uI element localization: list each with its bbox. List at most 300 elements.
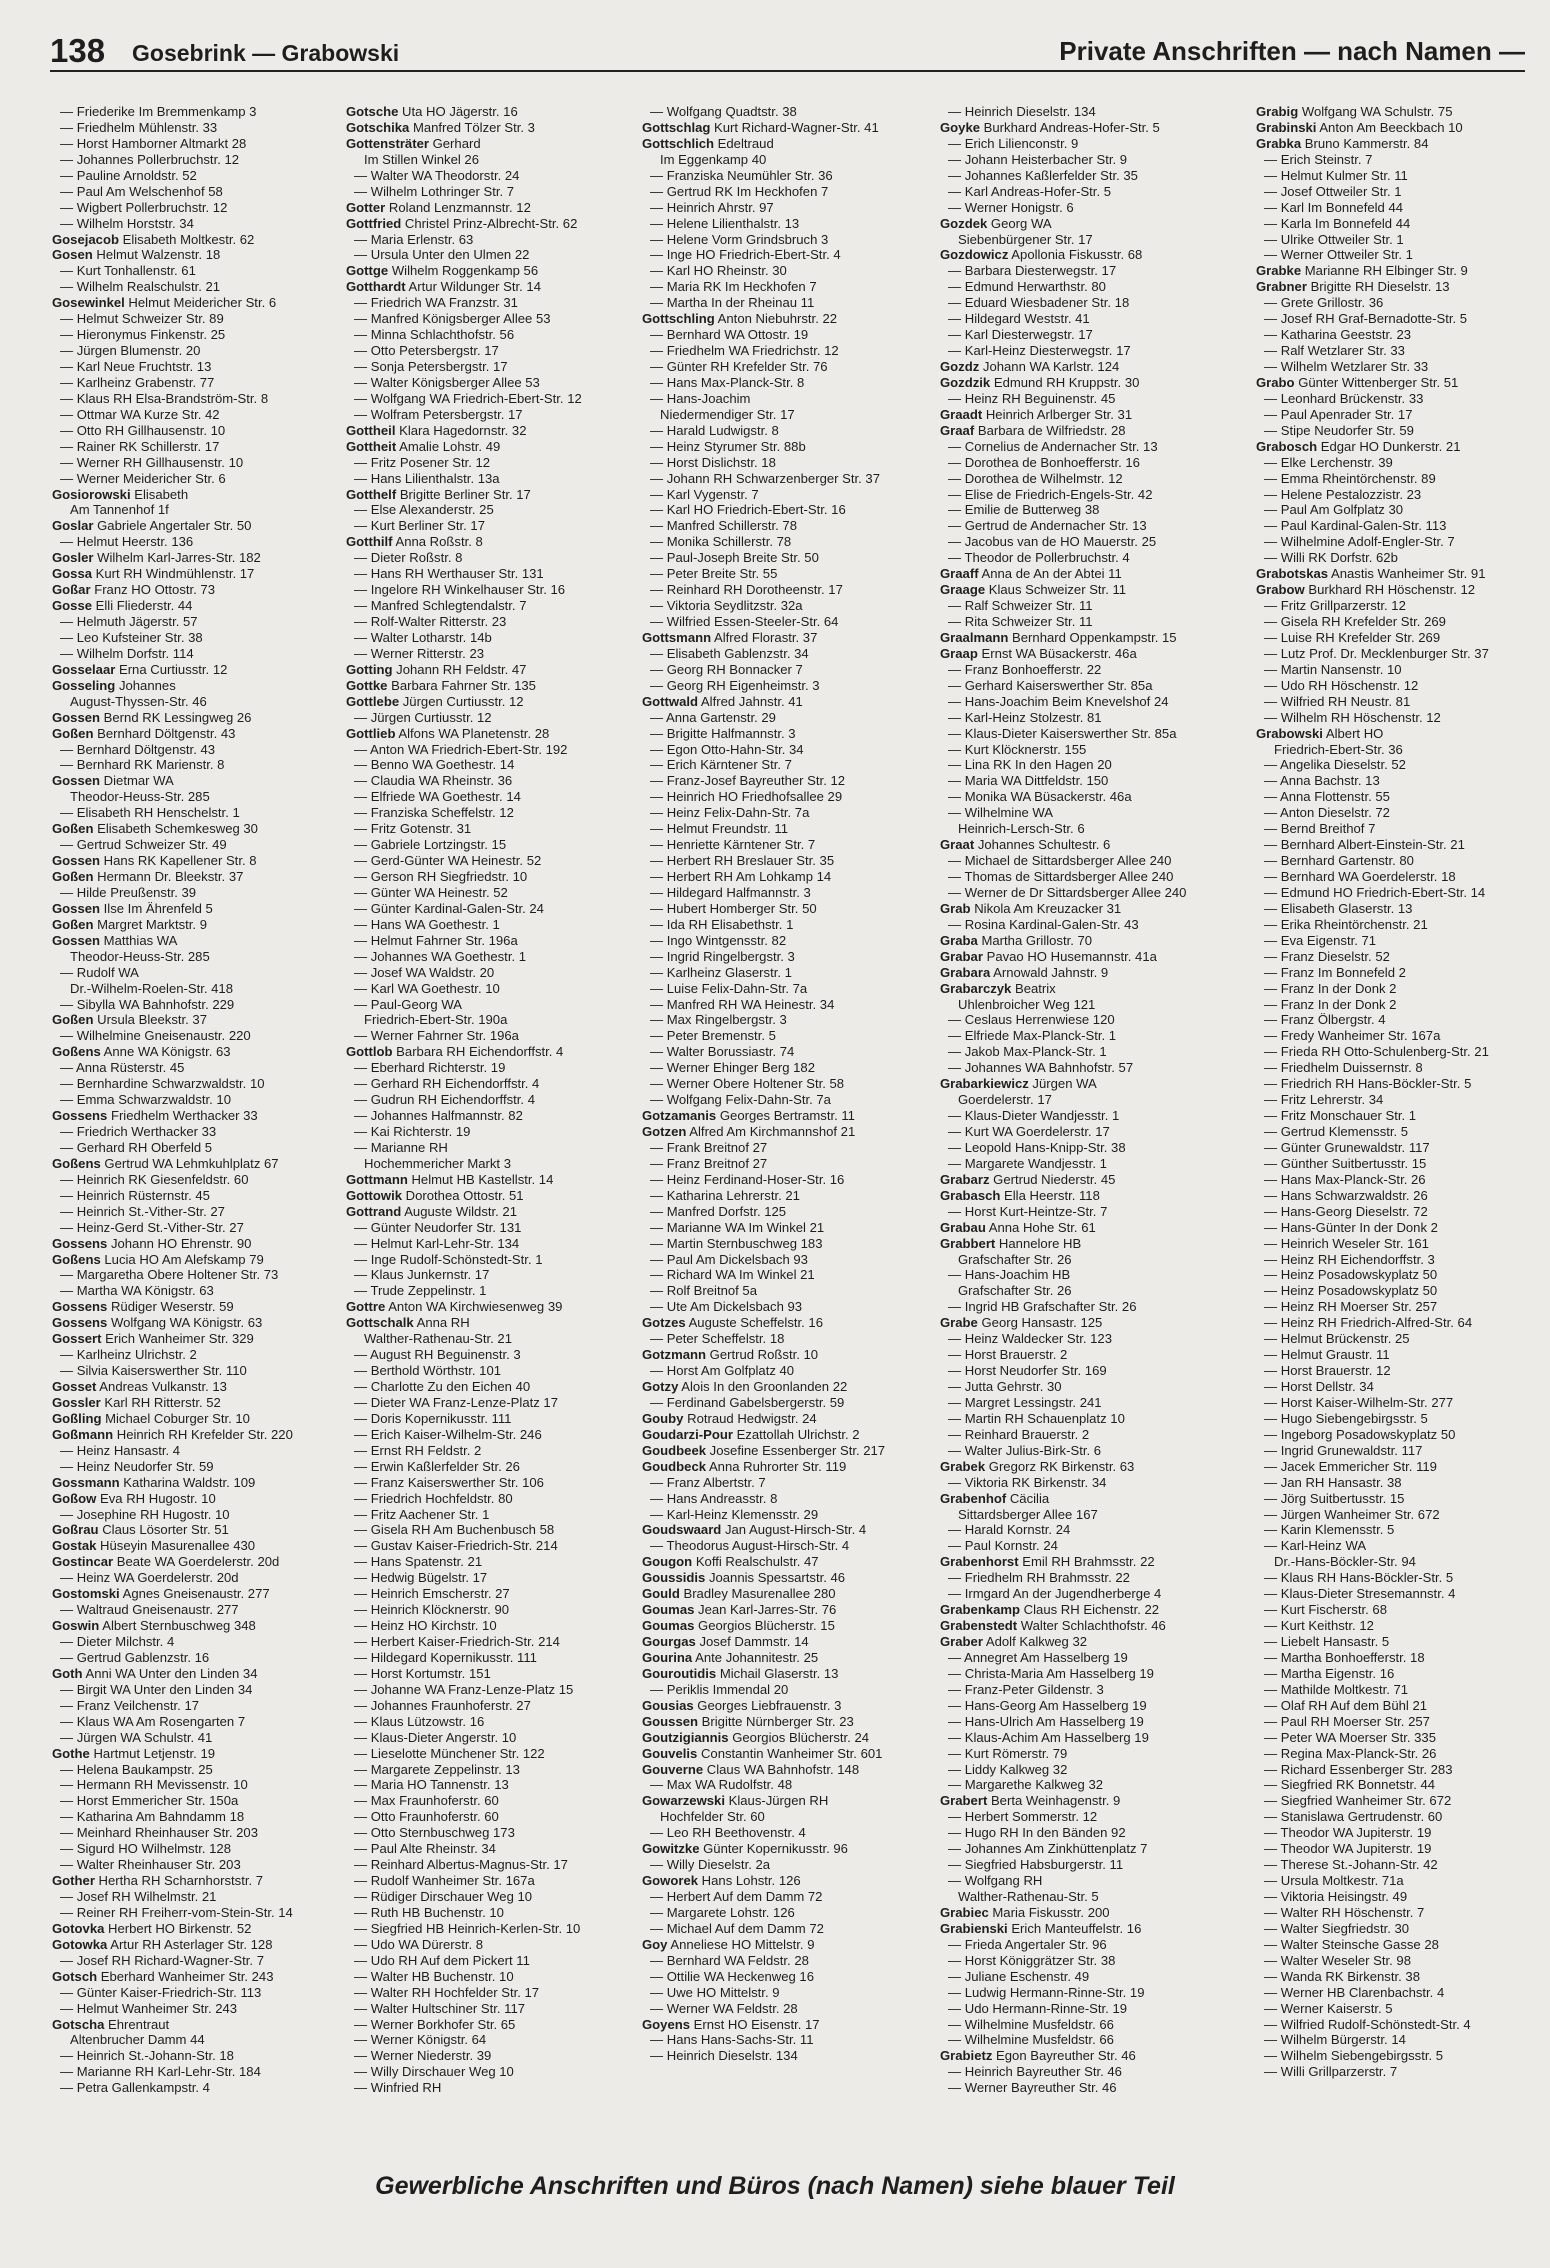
surname-entry: Grabek Gregorz RK Birkenstr. 63 bbox=[940, 1458, 1135, 1474]
footer-note: Gewerbliche Anschriften und Büros (nach Namen) siehe blauer Teil bbox=[375, 2172, 1175, 2200]
directory-entry: — Hugo RH In den Bänden 92 bbox=[948, 1825, 1126, 1841]
directory-entry: — Günter Neudorfer Str. 131 bbox=[354, 1219, 522, 1235]
surname-entry: Gossmann Katharina Waldstr. 109 bbox=[52, 1474, 256, 1490]
surname: Grabo bbox=[1256, 374, 1295, 390]
surname: Grabau bbox=[940, 1219, 986, 1235]
surname: Gostomski bbox=[52, 1586, 120, 1602]
directory-entry: — Rudolf WA bbox=[60, 964, 139, 980]
directory-entry: — Fredy Wanheimer Str. 167a bbox=[1264, 1028, 1441, 1044]
directory-entry: — Henriette Kärntener Str. 7 bbox=[650, 837, 816, 853]
surname: Goutzigiannis bbox=[642, 1729, 729, 1745]
directory-entry: — Peter Scheffelstr. 18 bbox=[650, 1331, 785, 1347]
directory-entry: — Ida RH Elisabethstr. 1 bbox=[650, 916, 794, 932]
surname-entry: Grabner Brigitte RH Dieselstr. 13 bbox=[1256, 279, 1450, 295]
surname-entry: Grabenhof Cäcilia bbox=[940, 1490, 1050, 1506]
directory-entry: — Johannes WA Bahnhofstr. 57 bbox=[948, 1060, 1134, 1076]
directory-entry: — Bernhard Albert-Einstein-Str. 21 bbox=[1264, 837, 1465, 853]
surname-entry: Graalmann Bernhard Oppenkampstr. 15 bbox=[940, 629, 1177, 645]
directory-entry: — Karla Im Bonnefeld 44 bbox=[1264, 215, 1411, 231]
surname-entry: Gosiorowski Elisabeth bbox=[52, 486, 189, 502]
directory-entry: — Manfred Königsberger Allee 53 bbox=[354, 311, 551, 327]
directory-entry: — Friedhelm WA Friedrichstr. 12 bbox=[650, 343, 839, 359]
directory-entry: — Reinhard Brauerstr. 2 bbox=[948, 1426, 1090, 1442]
directory-entry: — Wilfried RH Neustr. 81 bbox=[1264, 693, 1411, 709]
surname: Grabosch bbox=[1256, 438, 1318, 454]
surname: Gossmann bbox=[52, 1474, 120, 1490]
directory-entry: — Angelika Dieselstr. 52 bbox=[1264, 757, 1406, 773]
directory-entry: — Leopold Hans-Knipp-Str. 38 bbox=[948, 1139, 1126, 1155]
directory-entry: — Helmut Freundstr. 11 bbox=[650, 821, 789, 837]
directory-entry: — Heinrich Weseler Str. 161 bbox=[1264, 1235, 1429, 1251]
surname: Gottschlag bbox=[642, 119, 711, 135]
directory-entry: — Josef Ottweiler Str. 1 bbox=[1264, 183, 1402, 199]
surname-entry: Gottensträter Gerhard bbox=[346, 135, 481, 151]
directory-entry: — Hans Hans-Sachs-Str. 11 bbox=[650, 2032, 814, 2048]
directory-entry: — Werner Ottweiler Str. 1 bbox=[1264, 247, 1413, 263]
directory-entry: — Theodor WA Jupiterstr. 19 bbox=[1264, 1825, 1432, 1841]
directory-entry: — Fritz Monschauer Str. 1 bbox=[1264, 1108, 1417, 1124]
directory-entry: — Franz-Peter Gildenstr. 3 bbox=[948, 1681, 1104, 1697]
directory-entry: — Hans-Georg Dieselstr. 72 bbox=[1264, 1203, 1428, 1219]
directory-entry: — Berthold Wörthstr. 101 bbox=[354, 1363, 502, 1379]
directory-entry: — Friedhelm Duissernstr. 8 bbox=[1264, 1060, 1423, 1076]
directory-entry: — Franz Im Bonnefeld 2 bbox=[1264, 964, 1406, 980]
surname: Grabarz bbox=[940, 1171, 990, 1187]
directory-entry: — Hans Lilienthalstr. 13a bbox=[354, 470, 500, 486]
directory-entry: — Luise RH Krefelder Str. 269 bbox=[1264, 629, 1441, 645]
directory-entry: — Michael de Sittardsberger Allee 240 bbox=[948, 853, 1172, 869]
directory-entry: — Helene Pestalozzistr. 23 bbox=[1264, 486, 1422, 502]
surname: Gothe bbox=[52, 1745, 90, 1761]
directory-entry: — Max WA Rudolfstr. 48 bbox=[650, 1777, 793, 1793]
directory-entry: — Jürgen Curtiusstr. 12 bbox=[354, 709, 492, 725]
directory-entry: — Liddy Kalkweg 32 bbox=[948, 1761, 1068, 1777]
directory-entry: — Else Alexanderstr. 25 bbox=[354, 502, 494, 518]
surname-entry: Goßow Eva RH Hugostr. 10 bbox=[52, 1490, 216, 1506]
surname: Gossens bbox=[52, 1235, 108, 1251]
surname: Gotovka bbox=[52, 1920, 105, 1936]
directory-entry: — Petra Gallenkampstr. 4 bbox=[60, 2080, 210, 2096]
surname: Gougon bbox=[642, 1554, 693, 1570]
directory-entry: — Jürgen Blumenstr. 20 bbox=[60, 343, 201, 359]
entry-continuation: Hochemmericher Markt 3 bbox=[364, 1155, 511, 1171]
surname: Grab bbox=[940, 900, 971, 916]
surname: Gotsch bbox=[52, 1968, 98, 1984]
surname: Goumas bbox=[642, 1602, 695, 1618]
surname-entry: Gottlob Barbara RH Eichendorffstr. 4 bbox=[346, 1044, 564, 1060]
directory-entry: — Johannes Fraunhoferstr. 27 bbox=[354, 1697, 531, 1713]
surname: Goßens bbox=[52, 1044, 101, 1060]
directory-entry: — Hans Schwarzwaldstr. 26 bbox=[1264, 1187, 1428, 1203]
surname: Grabarczyk bbox=[940, 980, 1012, 996]
directory-entry: — Karl-Heinz WA bbox=[1264, 1538, 1367, 1554]
directory-entry: — Reinhard Albertus-Magnus-Str. 17 bbox=[354, 1857, 568, 1873]
directory-entry: — Luise Felix-Dahn-Str. 7a bbox=[650, 980, 808, 996]
surname-entry: Gother Hertha RH Scharnhorststr. 7 bbox=[52, 1873, 264, 1889]
directory-entry: — Horst Dislichstr. 18 bbox=[650, 454, 776, 470]
directory-entry: — Erwin Kaßlerfelder Str. 26 bbox=[354, 1458, 520, 1474]
directory-entry: — Rita Schweizer Str. 11 bbox=[948, 614, 1093, 629]
directory-entry: — Rainer RK Schillerstr. 17 bbox=[60, 438, 220, 454]
surname: Gosewinkel bbox=[52, 295, 125, 311]
surname: Gostincar bbox=[52, 1554, 114, 1570]
directory-entry: — Ursula Moltkestr. 71a bbox=[1264, 1873, 1404, 1889]
surname: Goudswaard bbox=[642, 1522, 722, 1538]
directory-entry: — Liebelt Hansastr. 5 bbox=[1264, 1634, 1390, 1649]
surname-entry: Grabiec Maria Fiskusstr. 200 bbox=[940, 1904, 1110, 1920]
directory-entry: — Walter Lotharstr. 14b bbox=[354, 629, 492, 645]
surname-entry: Gosse Elli Fliederstr. 44 bbox=[52, 598, 193, 614]
directory-entry: — Klaus WA Am Rosengarten 7 bbox=[60, 1713, 246, 1729]
directory-entry: — Leonhard Brückenstr. 33 bbox=[1264, 390, 1424, 406]
surname-entry: Grabig Wolfgang WA Schulstr. 75 bbox=[1256, 104, 1453, 119]
surname-entry: Gozdowicz Apollonia Fiskusstr. 68 bbox=[940, 247, 1143, 263]
surname: Gotscha bbox=[52, 2016, 105, 2032]
surname: Gottwald bbox=[642, 693, 699, 709]
surname: Gossert bbox=[52, 1331, 102, 1347]
surname: Grabiec bbox=[940, 1904, 989, 1920]
directory-entry: — Erich Kärntener Str. 7 bbox=[650, 757, 792, 773]
directory-entry: — Walter Königsberger Allee 53 bbox=[354, 374, 540, 390]
surname: Gotthilf bbox=[346, 534, 393, 550]
directory-entry: — Josef RH Richard-Wagner-Str. 7 bbox=[60, 1952, 264, 1968]
directory-entry: — Ceslaus Herrenwiese 120 bbox=[948, 1012, 1115, 1028]
directory-entry: — Friedrich RH Hans-Böckler-Str. 5 bbox=[1264, 1076, 1472, 1092]
surname-entry: Gotzamanis Georges Bertramstr. 11 bbox=[642, 1108, 855, 1124]
directory-entry: — Lutz Prof. Dr. Mecklenburger Str. 37 bbox=[1264, 645, 1489, 661]
surname: Graaff bbox=[940, 566, 979, 582]
directory-entry: — Leo Kufsteiner Str. 38 bbox=[60, 629, 203, 645]
directory-entry: — Wilhelm Bürgerstr. 14 bbox=[1264, 2032, 1406, 2048]
surname-entry: Gosseling Johannes bbox=[52, 677, 176, 693]
directory-entry: — Heinz RH Eichendorffstr. 3 bbox=[1264, 1251, 1435, 1267]
directory-entry: — Herbert Kaiser-Friedrich-Str. 214 bbox=[354, 1634, 560, 1649]
directory-entry: — Meinhard Rheinhauser Str. 203 bbox=[60, 1825, 258, 1841]
surname: Gossens bbox=[52, 1299, 108, 1315]
directory-entry: — Gerhard RH Oberfeld 5 bbox=[60, 1139, 213, 1155]
directory-entry: — Walter Julius-Birk-Str. 6 bbox=[948, 1442, 1102, 1458]
directory-entry: — Wolfgang WA Friedrich-Ebert-Str. 12 bbox=[354, 390, 582, 406]
directory-entry: — Friedrich Werthacker 33 bbox=[60, 1124, 217, 1139]
directory-entry: — Walter Weseler Str. 98 bbox=[1264, 1952, 1411, 1968]
surname-entry: Gossen Bernd RK Lessingweg 26 bbox=[52, 709, 252, 725]
directory-entry: — Otto Petersbergstr. 17 bbox=[354, 343, 499, 359]
entry-continuation: Theodor-Heuss-Str. 285 bbox=[70, 948, 210, 964]
directory-entry: — Karl-Heinz Klemensstr. 29 bbox=[650, 1506, 819, 1522]
directory-entry: — Ulrike Ottweiler Str. 1 bbox=[1264, 231, 1404, 247]
surname: Gossa bbox=[52, 566, 93, 582]
surname: Gosse bbox=[52, 598, 93, 614]
directory-entry: — Trude Zeppelinstr. 1 bbox=[354, 1283, 487, 1299]
surname-entry: Goßling Michael Coburger Str. 10 bbox=[52, 1410, 250, 1426]
surname-entry: Grabenstedt Walter Schlachthofstr. 46 bbox=[940, 1618, 1166, 1634]
surname: Goudbeek bbox=[642, 1442, 707, 1458]
surname-entry: Gottschalk Anna RH bbox=[346, 1315, 470, 1331]
directory-entry: — Wolfram Petersbergstr. 17 bbox=[354, 406, 523, 422]
surname: Gotzmann bbox=[642, 1347, 707, 1363]
directory-entry: — Gerhard RH Eichendorffstr. 4 bbox=[354, 1076, 540, 1092]
directory-entry: — Annegret Am Hasselberg 19 bbox=[948, 1649, 1128, 1665]
directory-entry: — Frieda Angertaler Str. 96 bbox=[948, 1936, 1107, 1952]
surname-entry: Gosselaar Erna Curtiusstr. 12 bbox=[52, 661, 228, 677]
directory-entry: — Frieda RH Otto-Schulenberg-Str. 21 bbox=[1264, 1044, 1489, 1060]
directory-entry: — Mathilde Moltkestr. 71 bbox=[1264, 1681, 1409, 1697]
surname-entry: Graba Martha Grillostr. 70 bbox=[940, 932, 1093, 948]
directory-entry: — Klaus-Dieter Stresemannstr. 4 bbox=[1264, 1586, 1456, 1602]
directory-entry: — Martin Nansenstr. 10 bbox=[1264, 661, 1402, 677]
surname-entry: Gowarzewski Klaus-Jürgen RH bbox=[642, 1793, 829, 1809]
surname-entry: Goudbeek Josefine Essenberger Str. 217 bbox=[642, 1442, 886, 1458]
surname-entry: Gossler Karl RH Ritterstr. 52 bbox=[52, 1394, 221, 1410]
directory-entry: — Herbert Auf dem Damm 72 bbox=[650, 1889, 823, 1904]
directory-entry: — Fritz Posener Str. 12 bbox=[354, 454, 491, 470]
directory-entry: — Anna Bachstr. 13 bbox=[1264, 773, 1380, 789]
directory-entry: — Paul Am Welschenhof 58 bbox=[60, 183, 223, 199]
entry-continuation: Am Tannenhof 1f bbox=[70, 502, 169, 518]
directory-entry: — Helmut Schweizer Str. 89 bbox=[60, 311, 224, 327]
directory-entry: — Werner Meidericher Str. 6 bbox=[60, 470, 226, 486]
directory-entry: — Theodor WA Jupiterstr. 19 bbox=[1264, 1841, 1432, 1857]
surname-entry: Grabienski Erich Manteuffelstr. 16 bbox=[940, 1920, 1142, 1936]
surname: Goussidis bbox=[642, 1570, 706, 1586]
directory-entry: — Ernst RH Feldstr. 2 bbox=[354, 1442, 482, 1458]
directory-entry: — Josephine RH Hugostr. 10 bbox=[60, 1506, 230, 1522]
surname: Goßrau bbox=[52, 1522, 99, 1538]
directory-entry: — Ursula Unter den Ulmen 22 bbox=[354, 247, 530, 263]
directory-entry: — Brigitte Halfmannstr. 3 bbox=[650, 725, 796, 741]
surname: Gozdek bbox=[940, 215, 988, 231]
surname: Gottlebe bbox=[346, 693, 400, 709]
surname: Grabke bbox=[1256, 263, 1302, 279]
surname: Grabenstedt bbox=[940, 1618, 1018, 1634]
surname: Gottlob bbox=[346, 1044, 393, 1060]
surname-entry: Goßen Bernhard Döltgenstr. 43 bbox=[52, 725, 236, 741]
directory-entry: — Anton WA Friedrich-Ebert-Str. 192 bbox=[354, 741, 568, 757]
directory-entry: — Paul Kardinal-Galen-Str. 113 bbox=[1264, 518, 1447, 534]
surname: Graaf bbox=[940, 422, 975, 438]
surname-entry: Gothe Hartmut Letjenstr. 19 bbox=[52, 1745, 216, 1761]
directory-entry: — Elisabeth Gablenzstr. 34 bbox=[650, 645, 809, 661]
surname-entry: Goßar Franz HO Ottostr. 73 bbox=[52, 582, 215, 598]
directory-entry: — Hans-Georg Am Hasselberg 19 bbox=[948, 1697, 1147, 1713]
surname: Grabietz bbox=[940, 2048, 993, 2064]
directory-entry: — Horst Brauerstr. 2 bbox=[948, 1347, 1068, 1363]
surname-entry: Gotowka Artur RH Asterlager Str. 128 bbox=[52, 1936, 273, 1952]
surname: Gourina bbox=[642, 1649, 693, 1665]
directory-entry: — Walter HB Buchenstr. 10 bbox=[354, 1968, 514, 1984]
directory-entry: — Siegfried Habsburgerstr. 11 bbox=[948, 1857, 1124, 1873]
surname: Goßow bbox=[52, 1490, 97, 1506]
directory-entry: — Emma Schwarzwaldstr. 10 bbox=[60, 1092, 231, 1108]
surname-entry: Goslar Gabriele Angertaler Str. 50 bbox=[52, 518, 252, 534]
directory-entry: — Wilhelm Siebengebirgsstr. 5 bbox=[1264, 2048, 1444, 2064]
directory-entry: — Margarete Lohstr. 126 bbox=[650, 1904, 795, 1920]
directory-entry: — Heinrich HO Friedhofsallee 29 bbox=[650, 789, 843, 805]
surname-entry: Gould Bradley Masurenallee 280 bbox=[642, 1586, 836, 1602]
directory-entry: — Bernhard WA Feldstr. 28 bbox=[650, 1952, 809, 1968]
surname: Grabowski bbox=[1256, 725, 1323, 741]
surname-entry: Gouvelis Constantin Wanheimer Str. 601 bbox=[642, 1745, 883, 1761]
surname: Gosejacob bbox=[52, 231, 119, 247]
surname-entry: Grabow Burkhard RH Höschenstr. 12 bbox=[1256, 582, 1476, 598]
directory-entry: — Gerhard Kaiserswerther Str. 85a bbox=[948, 677, 1153, 693]
directory-entry: — Karl Im Bonnefeld 44 bbox=[1264, 199, 1404, 215]
directory-entry: — Horst Am Golfplatz 40 bbox=[650, 1363, 795, 1379]
surname-entry: Gossens Friedhelm Werthacker 33 bbox=[52, 1108, 258, 1124]
directory-entry: — Horst Kaiser-Wilhelm-Str. 277 bbox=[1264, 1394, 1454, 1410]
surname: Gotzen bbox=[642, 1124, 687, 1139]
directory-entry: — Heinrich Bayreuther Str. 46 bbox=[948, 2064, 1122, 2080]
directory-entry: — Karl HO Friedrich-Ebert-Str. 16 bbox=[650, 502, 846, 518]
directory-entry: — Karl Vygenstr. 7 bbox=[650, 486, 759, 502]
surname: Grabbert bbox=[940, 1235, 996, 1251]
directory-entry: — Martha Bonhoefferstr. 18 bbox=[1264, 1649, 1425, 1665]
directory-entry: — Katharina Am Bahndamm 18 bbox=[60, 1809, 245, 1825]
surname: Grabek bbox=[940, 1458, 986, 1474]
surname: Gossen bbox=[52, 773, 101, 789]
directory-entry: — Erika Rheintörchenstr. 21 bbox=[1264, 916, 1428, 932]
directory-entry: — Paul Kornstr. 24 bbox=[948, 1538, 1058, 1554]
directory-entry: — Karl WA Goethestr. 10 bbox=[354, 980, 500, 996]
directory-entry: — Edmund Herwarthstr. 80 bbox=[948, 279, 1106, 295]
directory-entry: — Elfriede Max-Planck-Str. 1 bbox=[948, 1028, 1117, 1044]
directory-entry: — Heinz RH Beguinenstr. 45 bbox=[948, 390, 1116, 406]
surname-entry: Goudbeck Anna Ruhrorter Str. 119 bbox=[642, 1458, 847, 1474]
surname: Gossen bbox=[52, 932, 101, 948]
directory-entry: — Martha In der Rheinau 11 bbox=[650, 295, 815, 311]
surname-entry: Gougon Koffi Realschulstr. 47 bbox=[642, 1554, 819, 1570]
directory-entry: — Winfried RH bbox=[354, 2080, 442, 2096]
directory-entry: — Gudrun RH Eichendorffstr. 4 bbox=[354, 1092, 535, 1108]
directory-entry: — Katharina Lehrerstr. 21 bbox=[650, 1187, 800, 1203]
surname-entry: Graaf Barbara de Wilfriedstr. 28 bbox=[940, 422, 1126, 438]
directory-entry: — Horst Neudorfer Str. 169 bbox=[948, 1363, 1107, 1379]
directory-entry: — Franz-Josef Bayreuther Str. 12 bbox=[650, 773, 846, 789]
directory-entry: — Hans-Joachim bbox=[650, 390, 751, 406]
surname-entry: Gouverne Claus WA Bahnhofstr. 148 bbox=[642, 1761, 860, 1777]
directory-entry: — Harald Ludwigstr. 8 bbox=[650, 422, 779, 438]
directory-entry: — Ingo Wintgensstr. 82 bbox=[650, 932, 787, 948]
directory-entry: — Max Ringelbergstr. 3 bbox=[650, 1012, 787, 1028]
directory-entry: — Kurt WA Goerdelerstr. 17 bbox=[948, 1124, 1110, 1139]
directory-entry: — Maria HO Tannenstr. 13 bbox=[354, 1777, 509, 1793]
directory-entry: — Willy Dieselstr. 2a bbox=[650, 1857, 771, 1873]
directory-entry: — Kurt Berliner Str. 17 bbox=[354, 518, 485, 534]
surname: Goyke bbox=[940, 119, 981, 135]
surname: Grabe bbox=[940, 1315, 978, 1331]
directory-entry: — Wilhelm Wetzlarer Str. 33 bbox=[1264, 359, 1429, 374]
directory-column-4 bbox=[940, 104, 1228, 2144]
directory-entry: — Wolfgang RH bbox=[948, 1873, 1043, 1889]
surname: Gourgas bbox=[642, 1634, 696, 1649]
directory-entry: — Gertrud Gablenzstr. 16 bbox=[60, 1649, 210, 1665]
directory-entry: — Gerd-Günter WA Heinestr. 52 bbox=[354, 853, 542, 869]
surname: Goyens bbox=[642, 2016, 691, 2032]
surname-entry: Gourina Ante Johannitestr. 25 bbox=[642, 1649, 819, 1665]
surname-entry: Graaff Anna de An der Abtei 11 bbox=[940, 566, 1122, 582]
directory-entry: — Martin Sternbuschweg 183 bbox=[650, 1235, 823, 1251]
directory-entry: — Elisabeth Glaserstr. 13 bbox=[1264, 900, 1413, 916]
directory-entry: — Klaus-Dieter Kaiserswerther Str. 85a bbox=[948, 725, 1177, 741]
surname: Gozdz bbox=[940, 359, 980, 374]
directory-entry: — Jörg Suitbertusstr. 15 bbox=[1264, 1490, 1405, 1506]
entry-continuation: Heinrich-Lersch-Str. 6 bbox=[958, 821, 1085, 837]
directory-entry: — Karl Andreas-Hofer-Str. 5 bbox=[948, 183, 1112, 199]
surname: Grabar bbox=[940, 948, 983, 964]
directory-entry: — Gustav Kaiser-Friedrich-Str. 214 bbox=[354, 1538, 558, 1554]
directory-entry: — Therese St.-Johann-Str. 42 bbox=[1264, 1857, 1438, 1873]
directory-entry: — Anna Rüsterstr. 45 bbox=[60, 1060, 185, 1076]
surname-entry: Goy Anneliese HO Mittelstr. 9 bbox=[642, 1936, 815, 1952]
directory-entry: — Paul Alte Rheinstr. 34 bbox=[354, 1841, 496, 1857]
directory-entry: — Harald Kornstr. 24 bbox=[948, 1522, 1071, 1538]
directory-entry: — Gerson RH Siegfriedstr. 10 bbox=[354, 869, 528, 884]
directory-column-1 bbox=[52, 104, 340, 2144]
surname: Goßen bbox=[52, 821, 94, 837]
directory-entry: — Heinz HO Kirchstr. 10 bbox=[354, 1618, 497, 1634]
surname-entry: Goßen Elisabeth Schemkesweg 30 bbox=[52, 821, 258, 837]
surname: Graage bbox=[940, 582, 986, 598]
directory-entry: — Heinrich Ahrstr. 97 bbox=[650, 199, 774, 215]
surname-entry: Gottlebe Jürgen Curtiusstr. 12 bbox=[346, 693, 524, 709]
directory-entry: — Waltraud Gneisenaustr. 277 bbox=[60, 1602, 239, 1618]
surname: Goumas bbox=[642, 1618, 695, 1634]
directory-entry: — Anna Gartenstr. 29 bbox=[650, 709, 776, 725]
surname-entry: Goth Anni WA Unter den Linden 34 bbox=[52, 1665, 258, 1681]
surname-entry: Grabke Marianne RH Elbinger Str. 9 bbox=[1256, 263, 1468, 279]
surname-entry: Gotsch Eberhard Wanheimer Str. 243 bbox=[52, 1968, 274, 1984]
surname-entry: Gotscha Ehrentraut bbox=[52, 2016, 170, 2032]
directory-entry: — Erich Lilienconstr. 9 bbox=[948, 135, 1079, 151]
surname-entry: Grabinski Anton Am Beeckbach 10 bbox=[1256, 119, 1463, 135]
directory-entry: — Günther Suitbertusstr. 15 bbox=[1264, 1155, 1427, 1171]
directory-entry: — Helmut Graustr. 11 bbox=[1264, 1347, 1390, 1363]
directory-entry: — Wilhelmine Gneisenaustr. 220 bbox=[60, 1028, 251, 1044]
surname-entry: Gossen Ilse Im Ährenfeld 5 bbox=[52, 900, 213, 916]
surname-entry: Gostak Hüseyin Masurenallee 430 bbox=[52, 1538, 256, 1554]
directory-entry: — Udo Hermann-Rinne-Str. 19 bbox=[948, 2000, 1128, 2016]
directory-entry: — Wolfgang Quadtstr. 38 bbox=[650, 104, 797, 119]
directory-entry: — Ingrid Grunewaldstr. 117 bbox=[1264, 1442, 1423, 1458]
surname-entry: Gossens Rüdiger Weserstr. 59 bbox=[52, 1299, 234, 1315]
directory-entry: — Martin RH Schauenplatz 10 bbox=[948, 1410, 1125, 1426]
surname: Gotsche bbox=[346, 104, 399, 119]
directory-entry: — Fritz Aachener Str. 1 bbox=[354, 1506, 490, 1522]
directory-entry: — Maria Erlenstr. 63 bbox=[354, 231, 474, 247]
surname-entry: Goumas Georgios Blücherstr. 15 bbox=[642, 1618, 835, 1634]
directory-entry: — Dieter Milchstr. 4 bbox=[60, 1634, 175, 1649]
directory-entry: — Richard WA Im Winkel 21 bbox=[650, 1267, 815, 1283]
directory-entry: — Erich Steinstr. 7 bbox=[1264, 151, 1373, 167]
surname: Goudarzi-Pour bbox=[642, 1426, 733, 1442]
surname-entry: Grabowski Albert HO bbox=[1256, 725, 1384, 741]
directory-entry: — Manfred Dorfstr. 125 bbox=[650, 1203, 787, 1219]
surname-entry: Gotthilf Anna Roßstr. 8 bbox=[346, 534, 483, 550]
surname-entry: Gottrand Auguste Wildstr. 21 bbox=[346, 1203, 518, 1219]
surname-entry: Gottheit Amalie Lohstr. 49 bbox=[346, 438, 501, 454]
surname: Gowitzke bbox=[642, 1841, 700, 1857]
directory-entry: — Hildegard Weststr. 41 bbox=[948, 311, 1090, 327]
surname: Grabenkamp bbox=[940, 1602, 1021, 1618]
directory-entry: — Ottmar WA Kurze Str. 42 bbox=[60, 406, 220, 422]
directory-entry: — Elfriede WA Goethestr. 14 bbox=[354, 789, 521, 805]
directory-entry: — Franziska Neumühler Str. 36 bbox=[650, 167, 833, 183]
directory-entry: — Ralf Schweizer Str. 11 bbox=[948, 598, 1093, 614]
directory-entry: — Walter RH Höschenstr. 7 bbox=[1264, 1904, 1425, 1920]
surname: Gouvelis bbox=[642, 1745, 698, 1761]
surname: Gossen bbox=[52, 853, 101, 869]
surname: Grabig bbox=[1256, 104, 1299, 119]
